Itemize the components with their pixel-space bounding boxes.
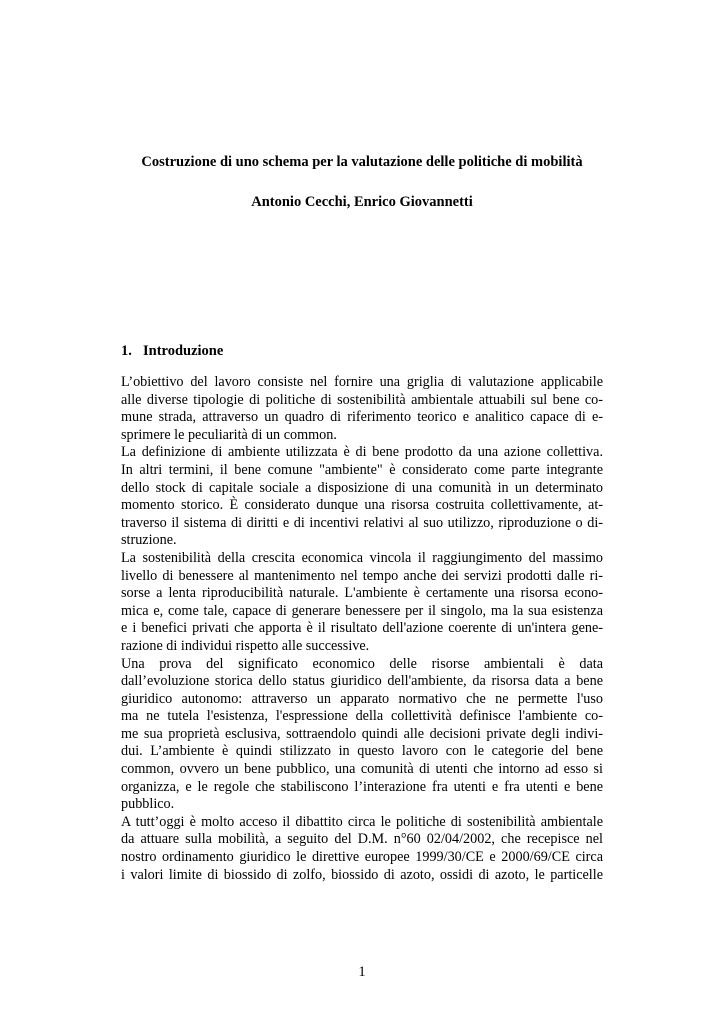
body-line: In altri termini, il bene comune "ambiente" è considerato come parte integrante <box>121 461 603 478</box>
body-line: La sostenibilità della crescita economica vincola il raggiungimento del massimo <box>121 549 603 566</box>
body-line: me sua proprietà esclusiva, sottraendolo quindi alle decisioni private degli indivi- <box>121 725 603 742</box>
body-line: nostro ordinamento giuridico le direttive europee 1999/30/CE e 2000/69/CE circa <box>121 849 603 866</box>
body-line: pubblico. <box>121 796 175 813</box>
body-line: organizza, e le regole che stabiliscono l’interazione fra utenti e fra utenti e bene <box>121 778 603 795</box>
body-line: ma ne tutela l'esistenza, l'espressione della collettività definisce l'ambiente co- <box>121 708 603 725</box>
body-line: traverso il sistema di diritti e di incentivi relativi al suo utilizzo, riproduzione o di- <box>121 514 603 531</box>
body-line: dall’evoluzione storica dello status giuridico dell'ambiente, da risorsa data a bene <box>121 673 603 690</box>
document-title: Costruzione di uno schema per la valutazione delle politiche di mobilità <box>141 154 583 170</box>
page-number: 1 <box>358 964 366 980</box>
body-line: alle diverse tipologie di politiche di sostenibilità ambientale attuabili sul bene co- <box>121 391 603 408</box>
body-line: La definizione di ambiente utilizzata è di bene prodotto da una azione collettiva. <box>121 444 603 461</box>
body-text <box>121 374 603 884</box>
body-line: i valori limite di biossido di zolfo, biossido di azoto, ossidi di azoto, le particelle <box>121 866 603 883</box>
body-line: dui. L’ambiente è quindi stilizzato in questo lavoro con le categorie del bene <box>121 743 603 760</box>
body-line: momento storico. È considerato dunque una risorsa costruita collettivamente, at- <box>121 497 603 514</box>
body-line: e i benefici privati che apporta è il risultato dell'azione coerente di un'intera gene- <box>121 620 603 637</box>
body-line: giuridico autonomo: attraverso un apparato normativo che ne permette l'uso <box>121 690 603 707</box>
section-heading <box>121 342 223 360</box>
body-line: common, ovvero un bene pubblico, una comunità di utenti che intorno ad esso si <box>121 761 603 778</box>
body-line: razione di individui rispetto alle successive. <box>121 637 370 654</box>
body-line: sorse a lenta riproducibilità naturale. L'ambiente è certamente una risorsa econo- <box>121 585 603 602</box>
section-title: Introduzione <box>143 343 224 359</box>
body-line: da attuare sulla mobilità, a seguito del D.M. n°60 02/04/2002, che recepisce nel <box>121 831 603 848</box>
body-line: sprimere le peculiarità di un common. <box>121 426 337 443</box>
body-line: struzione. <box>121 532 177 549</box>
body-line: mune strada, attraverso un quadro di riferimento teorico e analitico capace di e- <box>121 409 603 426</box>
body-line: L’obiettivo del lavoro consiste nel fornire una griglia di valutazione applicabile <box>121 374 603 390</box>
body-line: mica e, come tale, capace di generare benessere per il singolo, ma la sua esistenza <box>121 602 603 619</box>
body-line: dello stock di capitale sociale a disposizione di una comunità in un determinato <box>121 479 603 496</box>
document-authors: Antonio Cecchi, Enrico Giovannetti <box>251 194 473 210</box>
section-number: 1. <box>121 343 132 359</box>
body-line: A tutt’oggi è molto acceso il dibattito circa le politiche di sostenibilità ambientale <box>121 813 603 830</box>
body-line: Una prova del significato economico delle risorse ambientali è data <box>121 655 603 672</box>
body-line: livello di benessere al mantenimento nel tempo anche dei servizi prodotti dalle ri- <box>121 567 603 584</box>
